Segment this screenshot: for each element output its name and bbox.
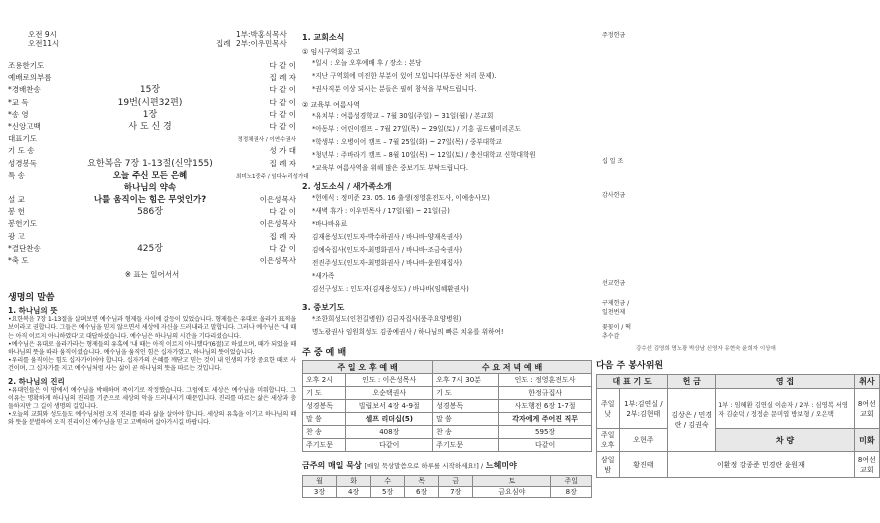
table-cell: 각자에게 주어진 직무	[499, 413, 592, 426]
table-cell: 황진태	[619, 452, 668, 478]
order-row	[8, 97, 296, 109]
order-row	[8, 194, 296, 206]
sermon-heading: 1. 하나님의 뜻	[8, 306, 58, 316]
offering-category: 주정헌금	[602, 32, 626, 39]
order-item-detail: 586장	[137, 207, 163, 218]
table-cell: 주일 낮	[597, 389, 620, 429]
table-cell: 사도행전 6장 1-7절	[499, 400, 592, 413]
news-item: *권사직분 이상 되시는 분들은 필히 참석을 부탁드립니다.	[312, 85, 477, 93]
news-item: *유치부 : 여름성경학교 – 7월 30일(주일) ~ 31일(월) / 본교회	[312, 112, 494, 120]
sermon-paragraph: •우리를 움직이는 힘도 십자가이어야 합니다. 십자가의 은혜를 깨닫고 믿는 것이 내 인생의 가장 중요한 때로 사건이며, 그 십자가를 지고 예수님처럼 사는 삶이 곧 하나님의 뜻을 따르는 것입니다.	[8, 357, 296, 373]
news-item: *아동부 : 어린이캠프 – 7월 27일(목) ~ 29일(토) / 기흥 골드웰미리콘도	[312, 125, 521, 133]
table-header: 영 접	[716, 375, 854, 389]
order-row	[8, 84, 296, 96]
news-item: *지난 구역회에 미진한 부분이 있어 모입니다(부동산 처리 문제).	[312, 72, 497, 80]
table-cell: 주기도문	[303, 439, 346, 452]
order-item-name: *경배찬송	[8, 85, 41, 95]
table-cell: 성경봉독	[303, 400, 346, 413]
order-item-detail: 425장	[137, 243, 163, 254]
order-item-leader: 다 같 이	[269, 97, 296, 107]
order-item-leader: 정정채권사 / 이연수권사	[237, 137, 296, 144]
service-time: 오전 9시	[28, 30, 57, 39]
table-cell: 기 도	[433, 387, 499, 400]
table-cell: 408장	[346, 426, 433, 439]
news-section-title: 2. 성도소식 / 새가족소개	[302, 182, 392, 191]
meditation-day: 주일	[551, 476, 592, 487]
offering-category: 선교헌금	[602, 280, 626, 287]
table-cell: 오후 7시 30분	[433, 374, 499, 387]
weekday-worship-title: 주 중 예 배	[302, 348, 347, 358]
meditation-day: 금	[439, 476, 473, 487]
order-item-name: *신앙고백	[8, 121, 41, 131]
table-header: 주 일 오 후 예 배	[303, 361, 433, 374]
table-cell: 이환정 강종준 민경란 윤원재	[668, 452, 854, 478]
meditation-ref: 7장	[439, 487, 473, 498]
order-row	[8, 218, 296, 230]
order-item-name: 설 교	[8, 195, 25, 205]
sermon-heading: 2. 하나님의 진리	[8, 376, 65, 386]
order-row	[8, 60, 296, 72]
news-item: 김재용성도(인도자-박수하권사 / 바나바-양재옥권사)	[312, 233, 463, 241]
news-subtitle: ① 임시구역회 공고	[302, 48, 361, 56]
offering-names-bottom: 강수선 김영희 명노광 박상남 신영자 유현숙 윤희자 이상애	[636, 346, 776, 352]
table-cell: 빌립보서 4장 4-9절	[346, 400, 433, 413]
table-cell: 성경봉독	[433, 400, 499, 413]
daily-meditation-title	[302, 460, 592, 471]
table-header: 미화	[854, 429, 879, 452]
order-row	[8, 182, 296, 194]
news-item: 김예숙집사(인도자-최명화권사 / 바나바-조금숙권사)	[312, 246, 463, 254]
presider-names	[236, 30, 287, 48]
presider-label: 집례	[216, 39, 231, 48]
order-item-name: 예배로의부름	[8, 73, 52, 83]
table-header: 수 요 저 녁 예 배	[433, 361, 592, 374]
meditation-day: 월	[303, 476, 337, 487]
offering-category: 십 일 조	[602, 158, 624, 165]
daily-meditation-table	[302, 475, 592, 498]
order-row	[8, 243, 296, 255]
service-times	[28, 30, 59, 48]
table-cell: 오순택권사	[346, 387, 433, 400]
news-item: *새가족	[312, 272, 335, 280]
table-row	[303, 387, 592, 400]
news-subtitle: ② 교육부 여름사역	[302, 101, 361, 109]
order-item-name: *송 영	[8, 109, 29, 119]
meditation-day: 토	[473, 476, 551, 487]
order-item-leader: 집 례 자	[269, 231, 296, 241]
order-item-detail: 하나님의 약속	[123, 182, 177, 193]
news-item: 명노광권사 임원희성도 김종예권사 / 하나님의 빠른 치유를 위하여!	[312, 328, 504, 336]
order-item-name: 광 고	[8, 231, 25, 241]
order-row	[8, 121, 296, 133]
weekday-worship-table	[302, 360, 592, 452]
table-cell: 8여선교회	[854, 389, 879, 429]
order-item-leader: 다 같 이	[269, 243, 296, 253]
table-header: 취사	[854, 375, 879, 389]
table-cell: 기 도	[303, 387, 346, 400]
table-cell: 삼일 밤	[597, 452, 620, 478]
table-cell: 주기도문	[433, 439, 499, 452]
sermon-paragraph: •요한복음 7장 1-13절을 살펴보면 예수님과 형제들 사이에 갈등이 있었습니다. 형제들은 유대로 올라가 표적을 보이라고 권합니다. 그들은 예수님을 믿지 않으면서 세상에 자신을 드러내라고 말합니다. 그러나 예수님은 '내 때는 아직 이르지 아니하였다'고 대답하셨습니다. 예수님은 하나님의 시간을 기다리셨습니다.	[8, 316, 296, 340]
news-item: *헌에식 : 정미준 23. 05. 16 출생(정영훈전도사, 이예송사모)	[312, 194, 490, 202]
news-section-title: 3. 중보기도	[302, 303, 345, 312]
order-of-worship	[8, 60, 309, 267]
news-item: *바나바유료	[312, 220, 348, 228]
order-item-name: 조용한기도	[8, 61, 45, 70]
order-row	[8, 255, 296, 267]
order-item-name: 특 송	[8, 170, 25, 180]
offering-category: 감사헌금	[602, 192, 626, 199]
table-cell: 말 씀	[433, 413, 499, 426]
order-item-name: *교 독	[8, 97, 29, 107]
order-row	[8, 231, 296, 243]
sermon-paragraph: •오늘의 교회와 성도들도 예수님처럼 오직 진리를 따라 삶을 살아야 합니다. 세상의 유혹을 이기고 하나님의 때와 뜻을 분별하여 오직 진리이신 예수님을 믿고 고백하며 살아가시길 바랍니다.	[8, 411, 296, 427]
order-item-detail: 요한복음 7장 1-13절(신약155)	[87, 158, 213, 169]
meditation-ref: 4장	[337, 487, 371, 498]
table-cell: 595장	[499, 426, 592, 439]
news-item: *일시 : 오늘 오후예배 후 / 장소 : 본당	[312, 59, 422, 67]
order-item-leader: 다 같 이	[269, 109, 296, 119]
table-cell: 다같이	[499, 439, 592, 452]
order-row	[8, 109, 296, 121]
sermon-paragraph: •유대인들은 이 땅에서 예수님을 박해하며 죽이기로 작정했습니다. 그럼에도 세상은 예수님을 미워합니다. 그 이유는 명확하게 하나님의 진리를 기준으로 세상의 악을 드러내시기 때문입니다. 진리를 따르는 삶은 세상과 충돌하지만 그 길이 생명의 길입니다.	[8, 386, 296, 411]
order-item-name: *축 도	[8, 256, 29, 265]
presider-name: 2부:이우민목사	[236, 39, 287, 48]
news-item: *새벽 휴가 : 이우민목사 / 17일(월) ~ 21일(금)	[312, 207, 450, 215]
news-list	[302, 313, 592, 339]
news-item: *조한희성도(인천길병원) 김금자집사(풍주요양병원)	[312, 315, 462, 323]
order-row	[8, 133, 296, 145]
meditation-day: 수	[371, 476, 405, 487]
order-row	[8, 158, 296, 170]
table-cell: 인도 : 이은성목사	[346, 374, 433, 387]
order-row	[8, 170, 309, 182]
offering-category: 꽃꽂이 / 떡추수감	[602, 324, 632, 340]
worship-column	[8, 0, 309, 523]
order-item-leader: 성 가 대	[269, 146, 296, 156]
meditation-ref: 3장	[303, 487, 337, 498]
order-item-leader: 다 같 이	[269, 61, 296, 70]
table-cell: 8여선교회	[854, 452, 879, 478]
order-item-detail: 나를 움직이는 힘은 무엇인가?	[93, 195, 207, 206]
order-item-name: 성경봉독	[8, 158, 37, 168]
order-item-leader: 이은성목사	[259, 256, 296, 265]
table-cell: 1부 : 임혜환 김연실 이순자 / 2부 : 심영복 서영자 김순덕 / 정정순 문미엽 방보형 / 오은택	[716, 389, 854, 429]
volunteer-title: 다음 주 봉사위원	[596, 361, 664, 371]
offering-column	[596, 0, 880, 523]
table-cell: 다같이	[346, 439, 433, 452]
order-item-detail: 사 도 신 경	[128, 121, 172, 132]
news-item: *학생부 : 오병이어 캠프 – 7월 25일(화) ~ 27일(목) / 중부대학교	[312, 138, 502, 146]
offering-category: 구제헌금 / 일천번제	[602, 300, 630, 316]
table-row	[303, 400, 592, 413]
volunteer-table	[596, 374, 880, 478]
offering-list	[596, 0, 880, 338]
order-item-leader: 다 같 이	[269, 207, 296, 217]
table-row	[303, 413, 592, 426]
order-item-detail: 19번(시편32편)	[117, 97, 183, 108]
order-row	[8, 206, 296, 218]
service-header	[8, 0, 296, 52]
news-item: *교육부 여름사역을 위해 많은 중보기도 부탁드립니다.	[312, 164, 469, 172]
table-cell: 말 씀	[303, 413, 346, 426]
meditation-ref: 금요심야	[473, 487, 551, 498]
order-item-name: 대표기도	[8, 134, 37, 144]
order-row	[8, 145, 296, 157]
table-row	[303, 439, 592, 452]
order-item-name: 기 도 송	[8, 146, 35, 156]
table-cell: 찬 송	[433, 426, 499, 439]
daily-meditation-note: [매일 묵상말씀으로 하루를 시작하세요!] /	[364, 462, 484, 470]
table-cell: 1부:김연실 / 2부:김현태	[619, 389, 668, 429]
table-cell: 김상은 / 민경란 / 김권숙	[668, 389, 716, 452]
standing-note: ※ 표는 일어서서	[124, 270, 180, 280]
offering-names	[636, 6, 880, 336]
order-item-leader: 다 같 이	[269, 121, 296, 131]
presider-name: 1부:박홍식목사	[236, 30, 287, 39]
table-cell: 주일오후	[597, 429, 620, 452]
order-item-leader: 다 같 이	[269, 85, 296, 95]
order-item-detail: 1장	[142, 109, 158, 120]
news-section-title: 1. 교회소식	[302, 33, 345, 42]
news-list	[302, 192, 592, 296]
service-time: 오전11시	[28, 39, 60, 48]
daily-meditation-heading: 금주의 매일 묵상	[302, 461, 362, 470]
meditation-day: 화	[337, 476, 371, 487]
order-item-leader: 집 례 자	[269, 158, 296, 168]
table-row	[303, 426, 592, 439]
news-column	[302, 0, 592, 523]
order-row	[8, 72, 296, 84]
news-item: *청년부 : 주바라기 캠프 – 8월 10일(목) ~ 12일(토) / 충신대학교 신학대학원	[312, 151, 536, 159]
table-header: 대 표 기 도	[597, 375, 668, 389]
table-cell: 찬 송	[303, 426, 346, 439]
meditation-ref: 5장	[371, 487, 405, 498]
news-item: 전진주성도(인도자-최명화권사 / 바나바-윤원재집사)	[312, 259, 463, 267]
sermon-paragraph: •예수님은 유대로 올라가라는 형제들의 유혹에 '내 때는 아직 이르지 아니했다'(6절)고 하셨으며, 때가 되었을 때 하나님의 뜻을 따라 움직이셨습니다. 예수님을 움직인 힘은 십자가였고, 하나님의 뜻이었습니다.	[8, 340, 296, 356]
table-cell: 인도 : 정영훈전도사	[499, 374, 592, 387]
order-item-leader: 이은성목사	[259, 195, 296, 205]
sermon-title: 생명의 말씀	[8, 293, 55, 304]
order-item-name: 봉 헌	[8, 207, 25, 217]
table-cell: 한정규집사	[499, 387, 592, 400]
news-item: 김선구성도 : 인도자(김재용성도) / 바나바(임혜환권사)	[312, 285, 469, 293]
order-item-name: 봉헌기도	[8, 219, 37, 229]
daily-meditation-book: 느헤미야	[485, 461, 517, 470]
table-cell: 오현주	[619, 429, 668, 452]
order-item-name: *결단찬송	[8, 243, 41, 253]
news-list	[302, 57, 592, 96]
order-item-detail: 15장	[139, 85, 161, 96]
meditation-ref: 6장	[405, 487, 439, 498]
order-item-leader: 이은성목사	[259, 219, 296, 229]
news-list	[302, 110, 592, 175]
table-cell: 오후 2시	[303, 374, 346, 387]
meditation-ref: 8장	[551, 487, 592, 498]
table-header: 차 량	[716, 429, 854, 452]
order-item-detail: 오늘 주신 모든 은혜	[112, 170, 188, 181]
order-item-leader: 집 례 자	[269, 73, 296, 83]
order-item-leader: 최미노1중주 / 임다누리성가대	[236, 173, 309, 180]
meditation-day: 목	[405, 476, 439, 487]
table-cell: 셀프 리더십(5)	[346, 413, 433, 426]
table-header: 헌 금	[668, 375, 716, 389]
